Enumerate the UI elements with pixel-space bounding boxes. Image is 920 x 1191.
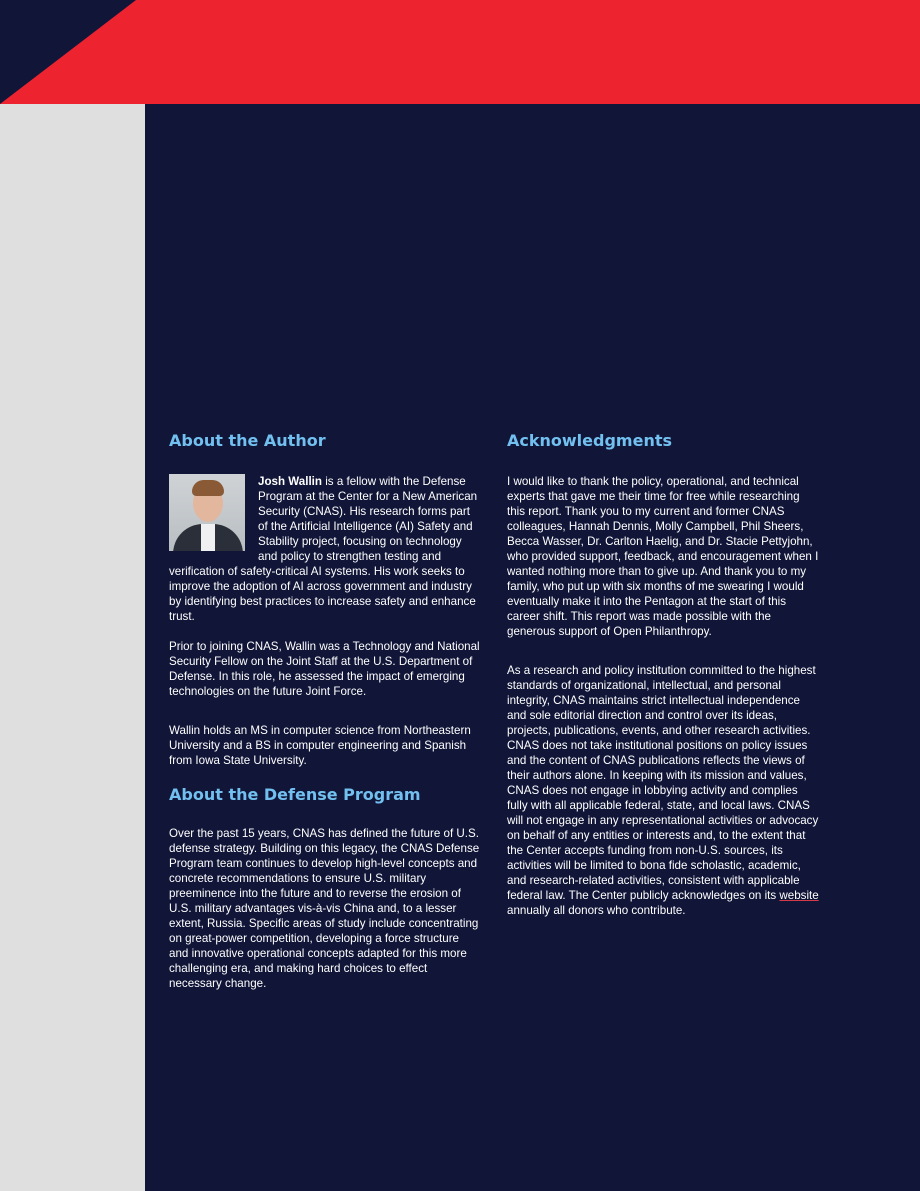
website-link[interactable]: website [779, 889, 819, 902]
about-author-heading: About the Author [169, 431, 326, 450]
ack-p2-tail: annually all donors who contribute. [507, 904, 686, 917]
acknowledgments-heading: Acknowledgments [507, 431, 672, 450]
ack-p2-text: As a research and policy institution committed to the highest standards of organizational, intellectual, and personal integrity, CNAS maintains strict intellectual independence and sole editorial direction and control over its ideas, projects, publications, events, and other research activities. CNAS does not take institutional positions on policy issues and the content of CNAS publications reflects the views of their authors alone. In keeping with its mission and values, CNAS does not engage in lobbying activity and complies fully with all applicable federal, state, and local laws. CNAS will not engage in any representational activities or advocacy on behalf of any entities or interests and, to the extent that the Center accepts funding from non-U.S. sources, its activities will be limited to bona fide scholastic, academic, and research-related activities, consistent with applicable federal law. The Center publicly acknowledges on its [507, 664, 819, 902]
left-gray-strip [0, 104, 145, 1191]
author-photo [169, 474, 245, 551]
author-bio-paragraph-2: Prior to joining CNAS, Wallin was a Technology and National Security Fellow on the Joint Staff at the U.S. Department of Defense. In this role, he assessed the impact of emerging technologies on the future Joint Force. [169, 640, 480, 698]
author-name: Josh Wallin [258, 475, 322, 488]
top-red-band [0, 0, 920, 104]
left-column [169, 430, 481, 991]
about-program-body: Over the past 15 years, CNAS has defined the future of U.S. defense strategy. Building on this legacy, the CNAS Defense Program team continues to develop high-level concepts and concrete recommendations to ensure U.S. military preeminence into the future and to reverse the erosion of U.S. military advantages vis-à-vis China and, to a lesser extent, Russia. Specific areas of study include concentrating on great-power competition, developing a force structure and innovative operational concepts adapted for this more challenging era, and making hard choices to effect necessary change. [169, 827, 480, 990]
navy-corner-triangle [0, 0, 136, 104]
acknowledgments-paragraph-2 [507, 663, 819, 918]
acknowledgments-paragraph-1: I would like to thank the policy, operational, and technical experts that gave me their time for free while researching this report. Thank you to my current and former CNAS colleagues, Hannah Dennis, Molly Campbell, Phil Sheers, Becca Wasser, Dr. Carlton Haelig, and Dr. Stacie Pettyjohn, who provided support, feedback, and encouragement when I wanted nothing more than to give up. And thank you to my family, who put up with six months of me swearing I would eventually make it into the Pentagon at the start of this career shift. This report was made possible with the generous support of Open Philanthropy. [507, 475, 819, 638]
about-program-heading: About the Defense Program [169, 785, 421, 804]
author-bio-paragraph-3: Wallin holds an MS in computer science from Northeastern University and a BS in computer engineering and Spanish from Iowa State University. [169, 724, 471, 767]
right-column [507, 430, 819, 918]
author-bio-text: is a fellow with the Defense Program at the Center for a New American Security (CNAS). His research forms part of the Artificial Intelligence (AI) Safety and Stability project, focusing on technology and policy to strengthen testing and verification of safety-critical AI systems. His work seeks to improve the adoption of AI across government and industry by identifying best practices to increase safety and enhance trust. [169, 475, 478, 623]
